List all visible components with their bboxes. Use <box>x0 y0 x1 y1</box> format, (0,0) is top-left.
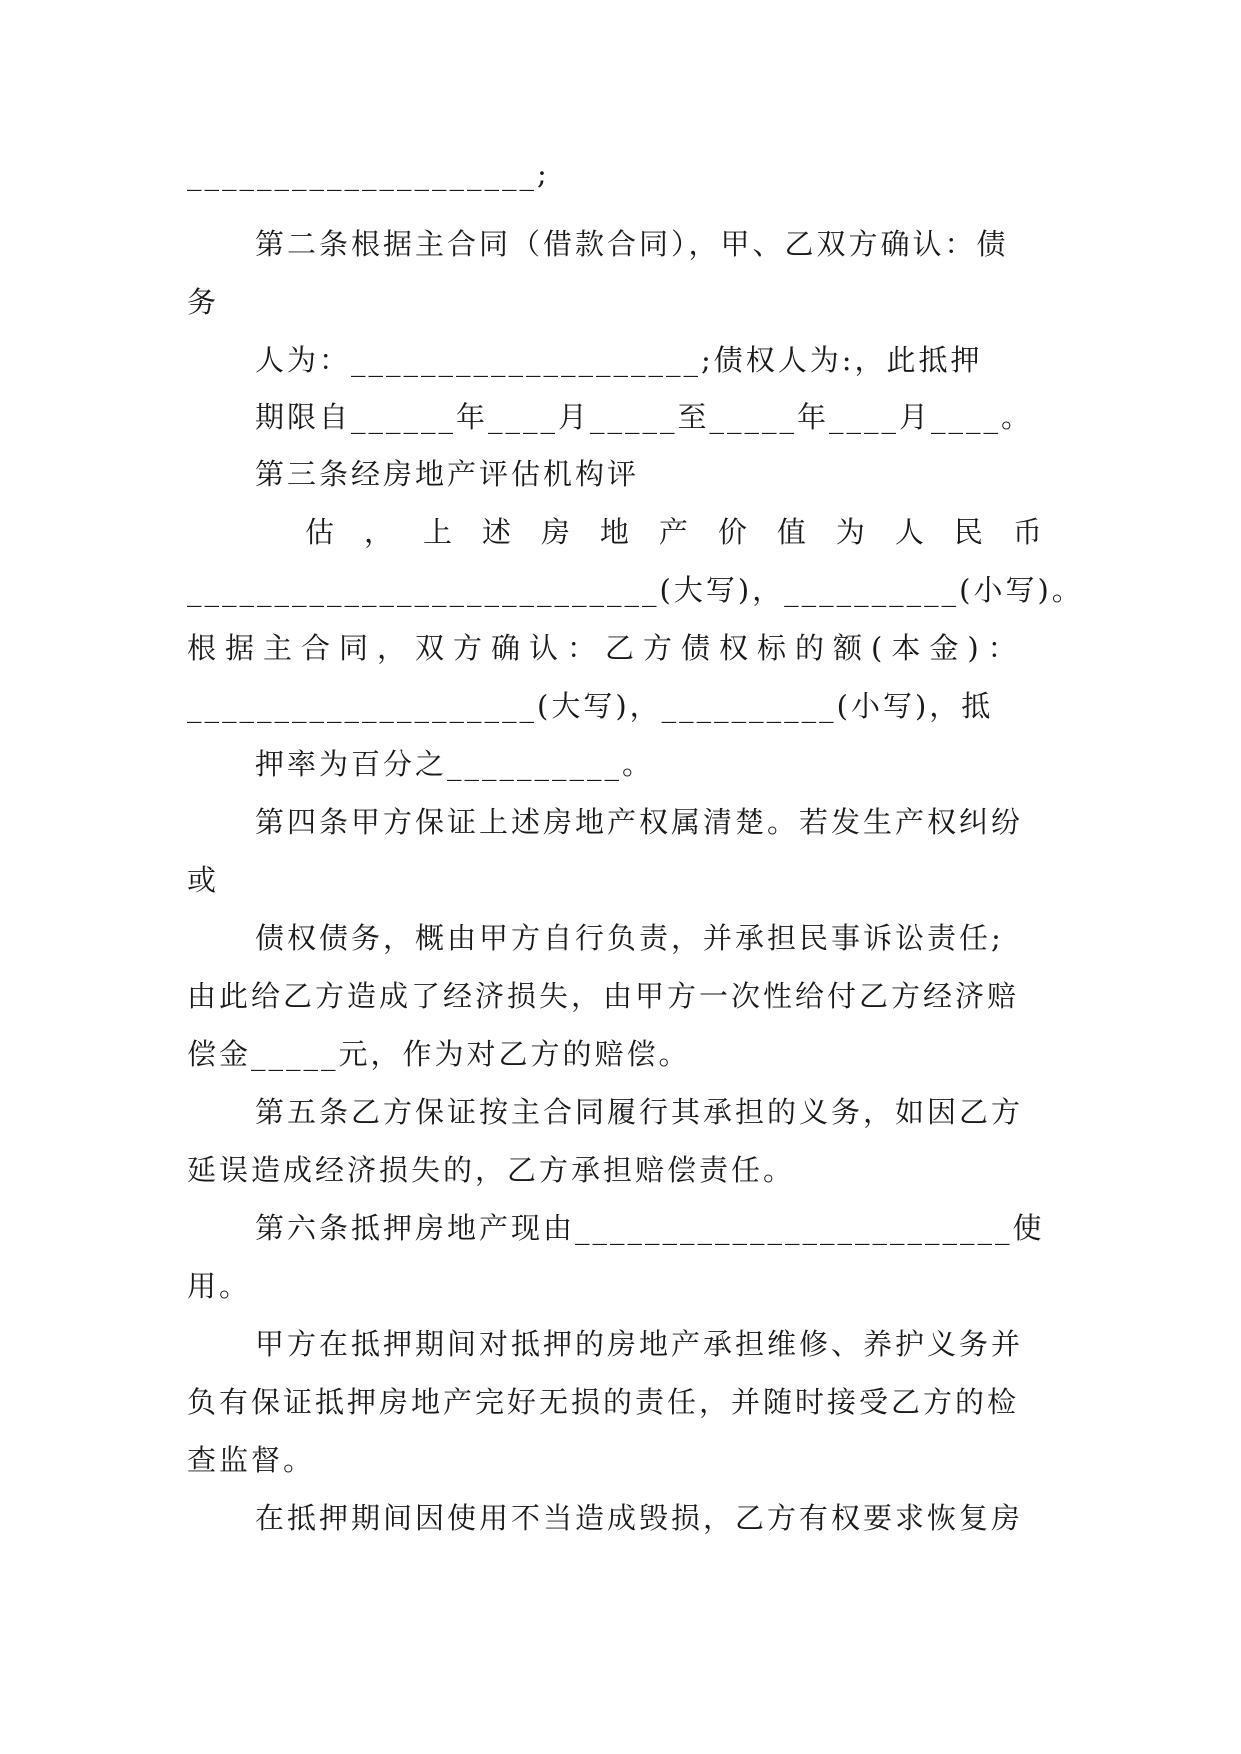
text-char: 价 <box>717 515 750 549</box>
text-char: 值 <box>776 515 809 549</box>
text-line: ___________________________(大写)，__________(小写)。 <box>187 573 1084 607</box>
text-line: 第六条抵押房地产现由_________________________使 <box>255 1211 1045 1245</box>
text-line: 第四条甲方保证上述房地产权属清楚。若发生产权纠纷 <box>255 805 1024 839</box>
text-line: 押率为百分之__________。 <box>255 747 655 781</box>
text-char: 人 <box>894 515 927 549</box>
text-line: 负有保证抵押房地产完好无损的责任，并随时接受乙方的检 <box>187 1385 1020 1419</box>
text-line: 根据主合同，双方确认：乙方债权标的额(本金)： <box>187 631 1026 665</box>
text-line: 第二条根据主合同（借款合同），甲、乙双方确认：债 <box>255 227 1009 261</box>
text-char: 地 <box>599 515 632 549</box>
text-char: 为 <box>835 515 868 549</box>
text-line: 第三条经房地产评估机构评 <box>255 457 640 491</box>
text-line: 人为：____________________;债权人为:，此抵押 <box>255 343 983 377</box>
text-line: 偿金_____元，作为对乙方的赔偿。 <box>187 1037 691 1071</box>
text-line: 期限自______年____月_____至_____年____月____。 <box>255 400 1034 434</box>
text-char: 上 <box>422 515 455 549</box>
text-char: 币 <box>1012 515 1045 549</box>
text-line: 在抵押期间因使用不当造成毁损，乙方有权要求恢复房 <box>255 1501 1024 1535</box>
text-line: 甲方在抵押期间对抵押的房地产承担维修、养护义务并 <box>255 1327 1024 1361</box>
text-line <box>305 512 1045 552</box>
text-char: 估 <box>305 515 338 549</box>
text-char: 房 <box>540 515 573 549</box>
text-line: 第五条乙方保证按主合同履行其承担的义务，如因乙方 <box>255 1095 1024 1129</box>
text-char: 述 <box>481 515 514 549</box>
text-char: 产 <box>658 515 691 549</box>
text-line: 或 <box>187 863 220 897</box>
text-line: ____________________(大写)，__________(小写)，抵 <box>187 689 994 723</box>
text-char: 民 <box>953 515 986 549</box>
text-line: 用。 <box>187 1269 252 1303</box>
text-line: 债权债务，概由甲方自行负责，并承担民事诉讼责任; <box>255 921 1004 955</box>
text-line: 由此给乙方造成了经济损失，由甲方一次性给付乙方经济赔 <box>187 979 1020 1013</box>
text-line: 查监督。 <box>187 1443 316 1477</box>
text-line: 务 <box>187 285 220 319</box>
text-line: ____________________; <box>187 157 550 191</box>
text-line: 延误造成经济损失的，乙方承担赔偿责任。 <box>187 1153 796 1187</box>
text-char: ， <box>363 515 396 549</box>
